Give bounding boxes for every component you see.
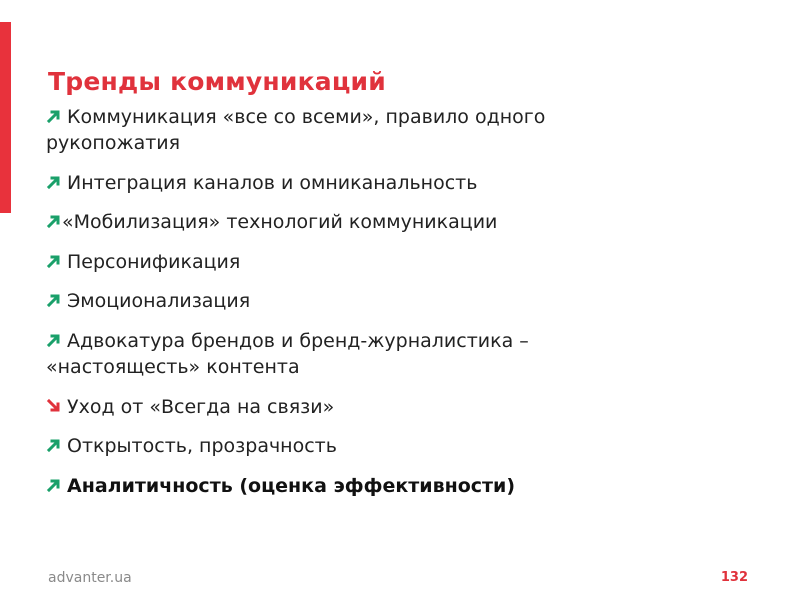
bullet-text: Открытость, прозрачность <box>67 435 337 458</box>
bullet-item <box>46 473 646 499</box>
arrow-up-right-icon <box>46 108 62 124</box>
bullet-text: Эмоционализация <box>67 290 251 313</box>
bullet-text: Аналитичность (оценка эффективности) <box>67 474 516 497</box>
bullet-list <box>46 104 646 512</box>
bullet-item <box>46 104 646 156</box>
bullet-item <box>46 433 646 459</box>
bullet-item <box>46 170 646 196</box>
accent-bar <box>0 22 11 213</box>
bullet-item <box>46 288 646 314</box>
bullet-item <box>46 209 646 235</box>
arrow-up-right-icon <box>46 174 62 190</box>
bullet-text: «Мобилизация» технологий коммуникации <box>62 211 498 234</box>
bullet-item <box>46 328 646 380</box>
bullet-text: Адвокатура брендов и бренд-журналистика – «настоящесть» контента <box>46 329 529 378</box>
bullet-text: Интеграция каналов и омниканальность <box>67 171 478 194</box>
slide-title: Тренды коммуникаций <box>48 66 386 96</box>
bullet-text: Персонификация <box>67 250 241 273</box>
arrow-up-right-icon <box>46 253 62 269</box>
page-number: 132 <box>720 570 748 585</box>
bullet-text: Уход от «Всегда на связи» <box>67 395 335 418</box>
footer-site: advanter.ua <box>48 570 132 586</box>
arrow-up-right-icon <box>46 332 62 348</box>
arrow-up-right-icon <box>46 437 62 453</box>
bullet-item <box>46 394 646 420</box>
arrow-up-right-icon <box>46 213 62 229</box>
bullet-text: Коммуникация «все со всеми», правило одного рукопожатия <box>46 106 546 154</box>
bullet-item <box>46 249 646 275</box>
arrow-up-right-icon <box>46 477 62 493</box>
arrow-down-right-icon <box>46 398 62 414</box>
arrow-up-right-icon <box>46 292 62 308</box>
